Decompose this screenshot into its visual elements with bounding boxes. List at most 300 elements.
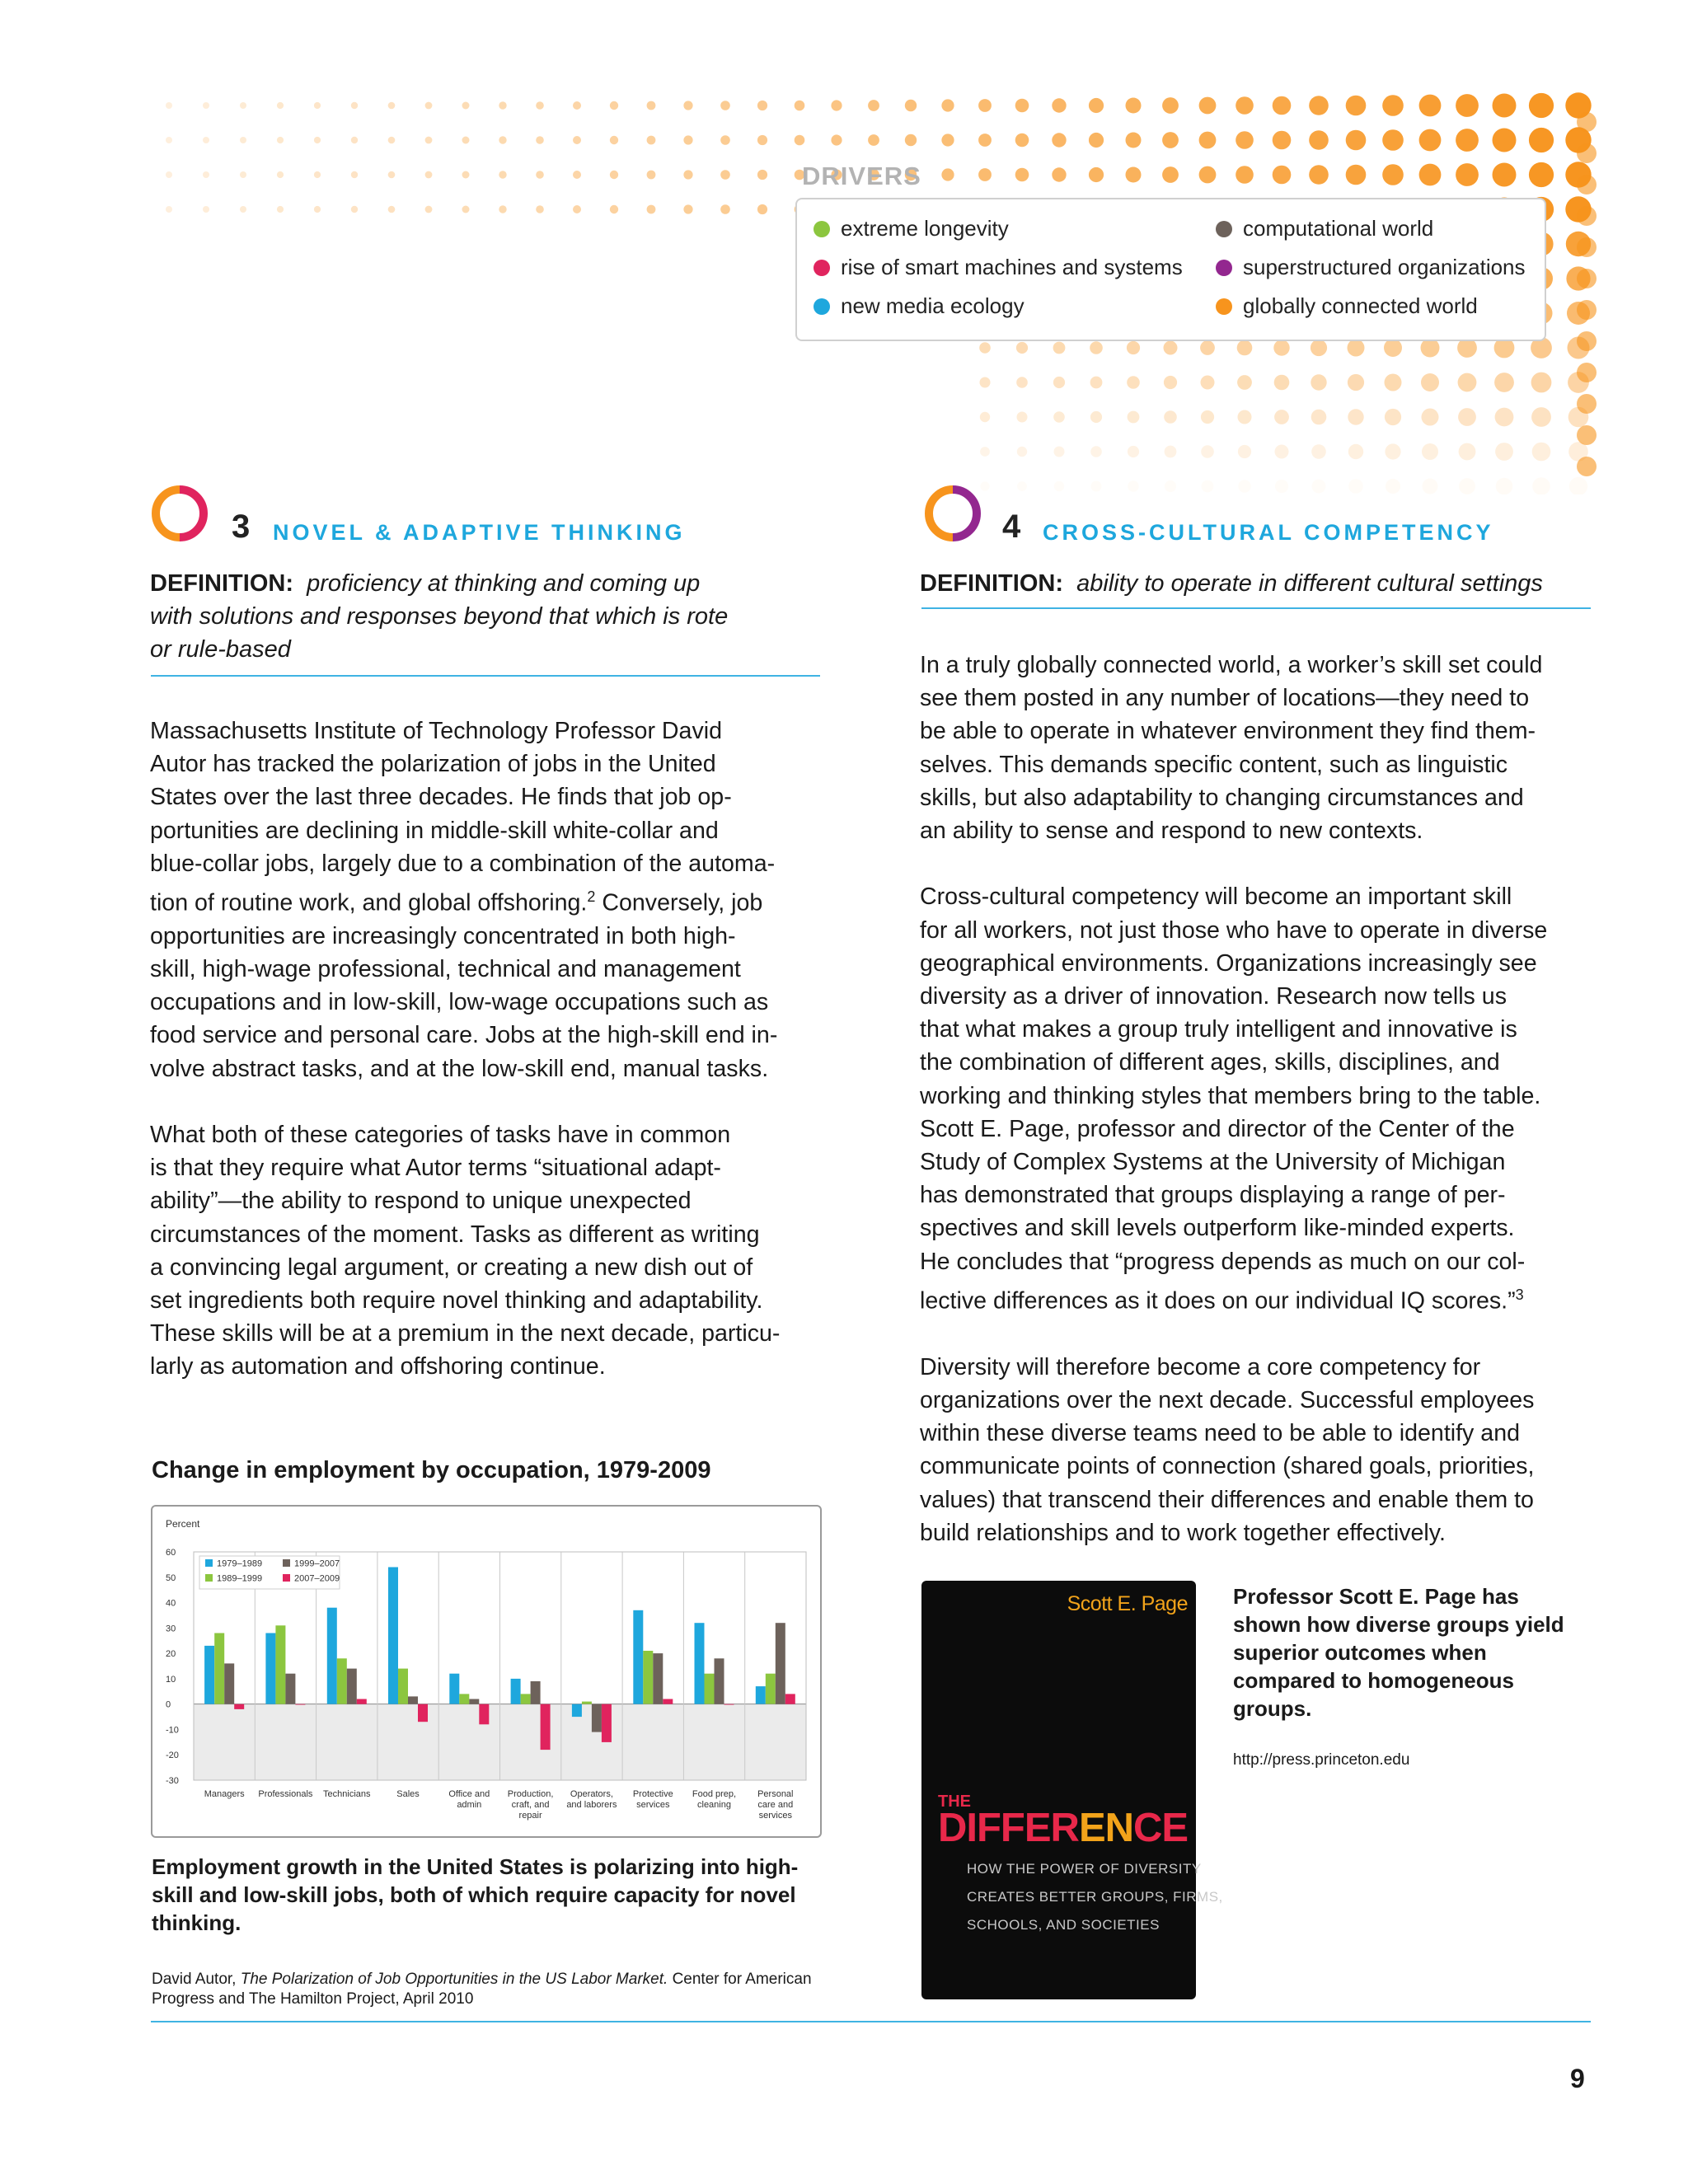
- dot: [1382, 164, 1404, 185]
- text-line: lective differences as it does on our individual IQ scores.”$^3$: [920, 1286, 1524, 1315]
- y-tick-label: 60: [166, 1548, 176, 1558]
- dot: [1017, 412, 1028, 423]
- y-tick-label: -20: [166, 1750, 179, 1761]
- dot: [1531, 407, 1551, 427]
- x-tick-label: Operators,: [570, 1789, 613, 1799]
- dot: [647, 171, 656, 180]
- dot: [499, 171, 506, 178]
- bar: [643, 1651, 653, 1704]
- dot: [1577, 394, 1597, 414]
- x-tick-label: admin: [457, 1800, 482, 1810]
- dot: [1238, 410, 1252, 424]
- text-line: geographical environments. Organizations increasingly see: [920, 949, 1537, 977]
- dot: [720, 170, 730, 180]
- dot: [980, 481, 989, 490]
- text-line: for all workers, not just those who have to operate in diverse: [920, 916, 1548, 944]
- chart-source: David Autor, The Polarization of Job Opportunities in the US Labor Market. Center for American Progress and The Hamilton Project, April 2010: [152, 1971, 812, 2008]
- bar: [275, 1625, 285, 1704]
- x-tick-label: services: [636, 1800, 670, 1810]
- dot: [1127, 376, 1140, 389]
- dot: [1052, 98, 1066, 112]
- dot: [1199, 97, 1217, 115]
- dot: [1532, 477, 1550, 494]
- dot: [1236, 166, 1254, 184]
- dot: [683, 170, 692, 179]
- dot: [1577, 331, 1597, 351]
- text-line: ability”—the ability to respond to unique unexpected: [150, 1188, 692, 1215]
- dot: [1311, 340, 1327, 356]
- dot: [1162, 97, 1179, 114]
- dot: [1346, 165, 1367, 185]
- dot: [1577, 143, 1597, 163]
- dot: [1311, 374, 1326, 390]
- bar: [531, 1681, 541, 1704]
- dot: [647, 205, 656, 214]
- dot: [868, 100, 879, 111]
- dot: [1419, 129, 1442, 152]
- dot: [905, 134, 917, 146]
- book-title-the: THE: [938, 1793, 971, 1811]
- dot: [1273, 96, 1292, 115]
- dot: [1382, 95, 1404, 116]
- dot: [978, 99, 992, 112]
- text-line: within these diverse teams need to be able to identify and: [920, 1420, 1521, 1447]
- dot: [314, 102, 321, 109]
- dot: [388, 137, 396, 144]
- dot: [1348, 479, 1363, 494]
- dot: [1577, 237, 1597, 257]
- chart-caption: Employment growth in the United States is polarizing into high-skill and low-skill jobs, both of which require capacity for novel thinking.: [152, 1854, 799, 1935]
- dot: [1458, 408, 1476, 426]
- bar: [398, 1669, 408, 1704]
- bar: [653, 1653, 663, 1704]
- text-line: larly as automation and offshoring continue.: [150, 1353, 606, 1380]
- dot: [1577, 363, 1597, 382]
- x-tick-label: Professionals: [258, 1789, 313, 1799]
- bar: [766, 1674, 776, 1704]
- dot: [1529, 93, 1554, 118]
- bar: [285, 1674, 295, 1704]
- bar: [327, 1608, 337, 1704]
- text-line: He concludes that “progress depends as much on our col-: [920, 1248, 1526, 1275]
- y-tick-label: 10: [166, 1674, 176, 1685]
- bar: [204, 1646, 214, 1704]
- dot: [573, 171, 581, 179]
- driver-item-new-media: [814, 293, 1025, 319]
- driver-item-smart-machines: [814, 255, 1183, 280]
- dot: [720, 135, 730, 145]
- bullet-icon: [814, 298, 830, 315]
- dot: [1421, 373, 1439, 391]
- bar: [265, 1633, 275, 1704]
- dot: [1053, 377, 1065, 388]
- text-line: Cross-cultural competency will become an important skill: [920, 883, 1512, 911]
- text-line: States over the last three decades. He finds that job op-: [150, 784, 732, 811]
- dot: [388, 206, 396, 213]
- y-tick-label: 0: [166, 1699, 171, 1710]
- text-line: food service and personal care. Jobs at the high-skill end in-: [150, 1022, 778, 1049]
- driver-item-computational-world: [1216, 216, 1433, 241]
- bar: [582, 1702, 592, 1704]
- bar: [715, 1658, 724, 1704]
- dot: [462, 137, 470, 144]
- bar: [479, 1704, 489, 1725]
- bullet-icon: [1216, 298, 1232, 315]
- dot: [831, 134, 842, 145]
- dot: [980, 377, 991, 388]
- divider: [921, 607, 1591, 609]
- book-url-link[interactable]: http://press.princeton.edu: [1233, 1751, 1410, 1769]
- text-line: a convincing legal argument, or creating a new dish out of: [150, 1254, 753, 1281]
- driver-label: new media ecology: [841, 293, 1025, 318]
- bar: [234, 1704, 244, 1709]
- driver-label: globally connected world: [1243, 293, 1478, 318]
- dot: [868, 134, 879, 146]
- drivers-title: DRIVERS: [802, 162, 921, 190]
- x-tick-label: Technicians: [323, 1789, 371, 1799]
- dot: [683, 204, 692, 213]
- dot: [1273, 340, 1289, 355]
- dot: [240, 171, 246, 178]
- footnote-ref: 2: [587, 888, 596, 906]
- definition-label: DEFINITION:: [150, 570, 293, 597]
- text-line: has demonstrated that groups displaying a range of per-: [920, 1182, 1506, 1209]
- dot: [462, 171, 470, 179]
- x-tick-label: Production,: [507, 1789, 554, 1799]
- dot: [941, 134, 954, 146]
- text-line: values) that transcend their differences and enable them to: [920, 1486, 1534, 1513]
- text-line: In a truly globally connected world, a worker’s skill set could: [920, 652, 1543, 678]
- dot: [499, 101, 506, 109]
- dot: [1201, 376, 1215, 390]
- dot: [1089, 167, 1104, 182]
- dot: [1090, 446, 1102, 457]
- dot: [240, 102, 246, 109]
- dot: [1577, 425, 1597, 445]
- dot: [1495, 408, 1514, 427]
- text-line: volve abstract tasks, and at the low-skill end, manual tasks.: [150, 1055, 769, 1082]
- dot: [425, 206, 433, 213]
- definition-text: proficiency at thinking and coming up: [307, 570, 701, 597]
- text-line: These skills will be at a premium in the next decade, particu-: [150, 1320, 781, 1347]
- dot: [1016, 342, 1028, 354]
- dot: [1493, 163, 1517, 187]
- dot: [1126, 167, 1142, 183]
- text-line: spectives and skill levels outperform like-minded experts.: [920, 1215, 1515, 1242]
- dot: [1017, 481, 1027, 491]
- bar: [337, 1658, 347, 1704]
- bar: [459, 1694, 469, 1704]
- bottom-divider: [151, 2021, 1591, 2022]
- dot: [941, 168, 954, 180]
- dot: [1419, 164, 1442, 186]
- divider: [151, 675, 820, 677]
- dot: [1162, 166, 1179, 183]
- dot: [1237, 375, 1252, 390]
- dot: [757, 135, 767, 145]
- dot: [1090, 341, 1103, 354]
- book-author: Scott E. Page: [1067, 1592, 1188, 1615]
- dot: [1015, 99, 1029, 113]
- dot: [1126, 133, 1142, 148]
- dot: [831, 100, 842, 110]
- text-line: working and thinking styles that members bring to the table.: [920, 1082, 1541, 1109]
- section-ring-icon: [151, 485, 209, 542]
- dot: [610, 136, 618, 144]
- legend-label: 2007–2009: [294, 1573, 340, 1584]
- dot: [1054, 447, 1065, 457]
- definition-text: ability to operate in different cultural settings: [1076, 570, 1543, 597]
- section-number: 3: [232, 509, 251, 545]
- dot: [1496, 478, 1513, 494]
- y-tick-label: -30: [166, 1776, 179, 1786]
- bar: [469, 1699, 479, 1704]
- dot: [203, 206, 209, 213]
- bullet-icon: [814, 260, 830, 276]
- dot: [1015, 134, 1029, 148]
- dot: [536, 171, 544, 179]
- dot: [1090, 377, 1103, 389]
- x-tick-label: cleaning: [697, 1800, 731, 1810]
- employment-bar-chart: [152, 1507, 820, 1836]
- bar: [541, 1704, 551, 1750]
- dot: [1128, 446, 1139, 457]
- driver-label: superstructured organizations: [1243, 255, 1526, 279]
- book-subtitle: HOW THE POWER OF DIVERSITY: [967, 1861, 1202, 1877]
- text-line: selves. This demands specific content, such as linguistic: [920, 751, 1508, 778]
- drivers-legend: [795, 198, 1546, 341]
- section-title: NOVEL & ADAPTIVE THINKING: [273, 520, 686, 545]
- dot: [1382, 129, 1404, 151]
- bar: [449, 1674, 459, 1704]
- dot: [1419, 95, 1442, 117]
- bullet-icon: [814, 221, 830, 237]
- dot: [1494, 373, 1514, 392]
- dot: [1577, 175, 1597, 194]
- dot: [277, 206, 284, 213]
- dot: [1385, 443, 1400, 459]
- bar: [756, 1686, 766, 1704]
- bar: [511, 1679, 521, 1704]
- dot: [941, 99, 954, 111]
- bar: [347, 1669, 357, 1704]
- dot: [1311, 410, 1327, 425]
- dot: [980, 447, 990, 457]
- x-tick-label: craft, and: [511, 1800, 550, 1810]
- dot: [905, 100, 917, 111]
- x-tick-label: Personal: [757, 1789, 794, 1799]
- dot: [1089, 133, 1104, 148]
- text-line: communicate points of connection (shared goals, priorities,: [920, 1453, 1535, 1480]
- x-tick-label: Food prep,: [692, 1789, 737, 1799]
- y-tick-label: 20: [166, 1649, 176, 1660]
- text-line: be able to operate in whatever environment they find them-: [920, 718, 1536, 745]
- dot: [351, 137, 358, 143]
- dot: [1348, 340, 1365, 357]
- bar: [572, 1704, 582, 1717]
- definition-text: or rule-based: [150, 636, 291, 663]
- bar: [633, 1610, 643, 1704]
- dot: [388, 102, 396, 110]
- dot: [978, 168, 992, 181]
- dot: [166, 102, 172, 109]
- bar: [705, 1674, 715, 1704]
- text-line: an ability to sense and respond to new contexts.: [920, 818, 1423, 845]
- bar: [521, 1694, 531, 1704]
- dot: [1089, 98, 1104, 113]
- dot: [1309, 130, 1329, 150]
- dot: [980, 412, 990, 422]
- text-line: Diversity will therefore become a core competency for: [920, 1353, 1481, 1380]
- dot: [166, 206, 172, 213]
- dot: [757, 170, 767, 180]
- bar: [785, 1694, 795, 1704]
- dot: [462, 206, 470, 213]
- dot: [1459, 443, 1476, 461]
- page-number: 9: [1570, 2064, 1585, 2093]
- dot: [1309, 96, 1329, 115]
- text-line: Massachusetts Institute of Technology Professor David: [150, 718, 723, 744]
- dot: [610, 205, 618, 213]
- dot: [240, 206, 246, 213]
- text-line: What both of these categories of tasks have in common: [150, 1121, 731, 1148]
- bar: [408, 1696, 418, 1704]
- legend-swatch: [205, 1559, 213, 1567]
- dot: [1493, 129, 1517, 152]
- dot: [1201, 410, 1214, 424]
- text-line: is that they require what Autor terms “situational adapt-: [150, 1155, 721, 1182]
- book-subtitle: SCHOOLS, AND SOCIETIES: [967, 1917, 1160, 1933]
- dot: [1456, 129, 1479, 152]
- text-line: see them posted in any number of locations—they need to: [920, 685, 1530, 712]
- dot: [978, 134, 992, 147]
- bar: [602, 1704, 612, 1742]
- section-ring-icon: [924, 485, 982, 542]
- text-line: skill, high-wage professional, technical and management: [150, 955, 741, 982]
- book-caption: Professor Scott E. Page has shown how diverse groups yield superior outcomes when compared to homogeneous groups.: [1233, 1584, 1564, 1721]
- dot: [1312, 480, 1326, 494]
- dot: [388, 171, 396, 179]
- dot: [1423, 479, 1438, 494]
- x-tick-label: Protective: [632, 1789, 673, 1799]
- definition-label: DEFINITION:: [920, 570, 1063, 597]
- body-text-right: [920, 649, 1604, 1549]
- bar: [388, 1568, 398, 1704]
- dot: [1017, 447, 1027, 457]
- x-tick-label: Office and: [448, 1789, 490, 1799]
- bar: [663, 1699, 673, 1704]
- dot: [795, 135, 805, 146]
- dot: [462, 102, 470, 110]
- bar: [418, 1704, 428, 1722]
- text-line: circumstances of the moment. Tasks as different as writing: [150, 1221, 760, 1248]
- x-tick-label: care and: [757, 1800, 794, 1810]
- dot: [979, 342, 991, 354]
- dot: [1128, 411, 1140, 424]
- dot: [1459, 478, 1475, 494]
- dot: [1532, 443, 1551, 462]
- dot: [1090, 411, 1102, 423]
- dot: [1346, 130, 1367, 151]
- dot: [1053, 411, 1065, 423]
- dot: [1274, 375, 1290, 391]
- bar: [724, 1704, 734, 1705]
- bullet-icon: [1216, 260, 1232, 276]
- dot: [277, 137, 284, 143]
- text-line: opportunities are increasingly concentrated in both high-: [150, 922, 736, 949]
- dot: [1577, 112, 1597, 132]
- dot: [1275, 445, 1289, 459]
- text-line: skills, but also adaptability to changing circumstances and: [920, 784, 1524, 811]
- dot: [1164, 376, 1177, 389]
- dot: [1091, 481, 1102, 492]
- dot: [1385, 374, 1402, 391]
- book-subtitle: CREATES BETTER GROUPS, FIRMS,: [967, 1889, 1223, 1905]
- section-number: 4: [1002, 509, 1021, 545]
- legend-label: 1979–1989: [217, 1558, 263, 1569]
- section-definition: [920, 567, 1596, 600]
- dot: [683, 101, 692, 110]
- y-tick-label: 40: [166, 1598, 176, 1609]
- dot: [203, 137, 209, 143]
- dot: [536, 101, 544, 110]
- dot: [1348, 444, 1363, 459]
- dot: [1126, 98, 1142, 114]
- dot: [1054, 481, 1064, 491]
- dot: [1052, 167, 1066, 181]
- legend-label: 1999–2007: [294, 1558, 340, 1569]
- definition-text: with solutions and responses beyond that which is rote: [150, 603, 729, 630]
- dot: [1422, 443, 1438, 460]
- dot: [1273, 166, 1292, 185]
- x-tick-label: and laborers: [566, 1800, 617, 1810]
- dot: [610, 101, 618, 110]
- bar: [695, 1623, 705, 1704]
- text-line: occupations and in low-skill, low-wage occupations such as: [150, 989, 769, 1016]
- chart-title: Change in employment by occupation, 1979-2009: [152, 1457, 711, 1483]
- dot: [1386, 479, 1400, 494]
- dot: [573, 136, 581, 144]
- dot: [1577, 269, 1597, 288]
- dot: [757, 204, 767, 214]
- dot: [1200, 340, 1215, 355]
- dot: [277, 102, 284, 109]
- bar: [357, 1699, 367, 1704]
- text-line: that what makes a group truly intelligent and innovative is: [920, 1016, 1517, 1043]
- section-title: CROSS-CULTURAL COMPETENCY: [1043, 520, 1494, 545]
- x-tick-label: services: [758, 1811, 792, 1821]
- dot: [1529, 162, 1554, 187]
- y-tick-label: -10: [166, 1725, 179, 1736]
- driver-label: rise of smart machines and systems: [841, 255, 1183, 279]
- dot: [1199, 166, 1217, 184]
- dot: [1165, 480, 1176, 492]
- dot: [1348, 374, 1364, 391]
- text-line: Scott E. Page, professor and director of the Center of the: [920, 1115, 1515, 1142]
- dot: [573, 205, 581, 213]
- dot: [1164, 341, 1178, 355]
- dot: [1275, 480, 1288, 493]
- dot: [757, 101, 767, 110]
- dot: [1128, 480, 1139, 492]
- dot: [1577, 457, 1597, 476]
- dot: [1162, 132, 1179, 148]
- dot: [1346, 96, 1367, 116]
- dot: [573, 101, 581, 110]
- text-line: Study of Complex Systems at the University of Michigan: [920, 1149, 1506, 1176]
- dot: [1384, 339, 1402, 357]
- dot: [1164, 410, 1177, 424]
